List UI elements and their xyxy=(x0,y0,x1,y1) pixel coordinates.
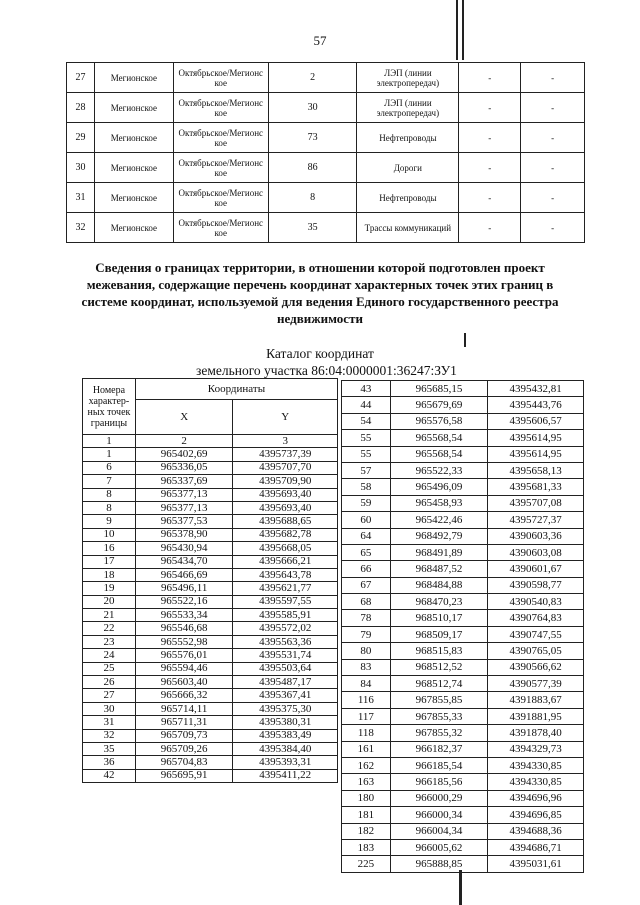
table-row xyxy=(83,461,338,474)
table-row xyxy=(83,501,338,514)
table-row xyxy=(83,568,338,581)
table-row xyxy=(83,662,338,675)
table-cell: 4395031,61 xyxy=(488,856,584,872)
table-cell: - xyxy=(459,213,521,243)
table-cell: 4395709,90 xyxy=(233,475,338,488)
table-cell: 180 xyxy=(342,790,391,806)
table-cell: 65 xyxy=(342,544,391,560)
table-cell: 4395707,70 xyxy=(233,461,338,474)
table-cell: 4395411,22 xyxy=(233,769,338,782)
table-cell: 4395693,40 xyxy=(233,488,338,501)
table-cell: 4395614,95 xyxy=(488,446,584,462)
table-cell: 161 xyxy=(342,741,391,757)
table-cell: 84 xyxy=(342,676,391,692)
table-cell: 966004,34 xyxy=(390,823,488,839)
table-cell: 32 xyxy=(67,213,95,243)
table-cell: 16 xyxy=(83,542,136,555)
table-row xyxy=(83,595,338,608)
table-cell: 965496,09 xyxy=(390,479,488,495)
table-cell: 966000,29 xyxy=(390,790,488,806)
table-cell: 181 xyxy=(342,807,391,823)
table-cell: 2 xyxy=(268,63,357,93)
table-cell: 965533,34 xyxy=(135,609,233,622)
table-row xyxy=(83,635,338,648)
table-row xyxy=(342,544,584,560)
table-row xyxy=(67,183,585,213)
table-row xyxy=(83,475,338,488)
table-cell: 18 xyxy=(83,568,136,581)
coordinates-table-right xyxy=(341,380,584,873)
table-cell: 55 xyxy=(342,446,391,462)
table-cell: Октябрьское/Мегионс кое xyxy=(173,123,268,153)
table-cell: Дороги xyxy=(357,153,459,183)
table-cell: 4390747,55 xyxy=(488,626,584,642)
table-cell: 965377,13 xyxy=(135,488,233,501)
table-cell: 9 xyxy=(83,515,136,528)
table-row xyxy=(342,626,584,642)
table-row xyxy=(342,823,584,839)
table-row xyxy=(83,716,338,729)
catalog-title: Каталог координат xyxy=(266,346,374,361)
table-row xyxy=(342,708,584,724)
table-cell: 64 xyxy=(342,528,391,544)
table-cell: 8 xyxy=(268,183,357,213)
table-cell: 968470,23 xyxy=(390,594,488,610)
table-cell: 60 xyxy=(342,512,391,528)
table-cell: 116 xyxy=(342,692,391,708)
table-row xyxy=(67,153,585,183)
table-cell: 225 xyxy=(342,856,391,872)
table-cell: 58 xyxy=(342,479,391,495)
page-number: 57 xyxy=(313,33,327,48)
table-cell: Октябрьское/Мегионс кое xyxy=(173,93,268,123)
table-cell: 26 xyxy=(83,676,136,689)
table-cell: 965402,69 xyxy=(135,448,233,461)
table-cell: 4394696,96 xyxy=(488,790,584,806)
table-cell: 968512,74 xyxy=(390,676,488,692)
header-y: Y xyxy=(233,400,338,435)
table-cell: 35 xyxy=(268,213,357,243)
table-cell: - xyxy=(521,153,585,183)
table-cell: 965378,90 xyxy=(135,528,233,541)
table-row xyxy=(67,123,585,153)
table-cell: 965679,69 xyxy=(390,397,488,413)
table-row xyxy=(342,692,584,708)
table-cell: 965695,91 xyxy=(135,769,233,782)
table-cell: 965568,54 xyxy=(390,430,488,446)
table-cell: 965434,70 xyxy=(135,555,233,568)
table-cell: 4395380,31 xyxy=(233,716,338,729)
table-cell: 967855,32 xyxy=(390,725,488,741)
table-cell: 965685,15 xyxy=(390,381,488,397)
table-cell: 27 xyxy=(67,63,95,93)
table-cell: 965568,54 xyxy=(390,446,488,462)
table-cell: 27 xyxy=(83,689,136,702)
table-row xyxy=(342,676,584,692)
table-cell: 4395621,77 xyxy=(233,582,338,595)
table-row xyxy=(342,594,584,610)
table-row xyxy=(83,488,338,501)
table-row xyxy=(67,93,585,123)
table-cell: - xyxy=(521,213,585,243)
table-cell: 36 xyxy=(83,756,136,769)
table-cell: 4390601,67 xyxy=(488,561,584,577)
table-cell: 59 xyxy=(342,495,391,511)
table-cell: 965458,93 xyxy=(390,495,488,511)
table-cell: Нефтепроводы xyxy=(357,183,459,213)
table-cell: Мегионское xyxy=(94,93,173,123)
table-cell: 968515,83 xyxy=(390,643,488,659)
table-cell: 4395707,08 xyxy=(488,495,584,511)
table-cell: 10 xyxy=(83,528,136,541)
header-coordinates: Координаты xyxy=(135,379,337,400)
table-cell: 967855,85 xyxy=(390,692,488,708)
table-row xyxy=(83,702,338,715)
table-cell: - xyxy=(459,93,521,123)
table-cell: 965422,46 xyxy=(390,512,488,528)
table-row xyxy=(83,555,338,568)
table-row xyxy=(83,528,338,541)
table-cell: 4394330,85 xyxy=(488,757,584,773)
table-cell: Октябрьское/Мегионс кое xyxy=(173,183,268,213)
table-cell: 4395643,78 xyxy=(233,568,338,581)
table-row xyxy=(342,856,584,872)
table-cell: 4391881,95 xyxy=(488,708,584,724)
catalog-subtitle: земельного участка 86:04:0000001:36247:ЗУ1 xyxy=(196,363,457,378)
table-cell: 4395737,39 xyxy=(233,448,338,461)
table-cell: 117 xyxy=(342,708,391,724)
table-row xyxy=(342,397,584,413)
table-row xyxy=(83,729,338,742)
table-row xyxy=(342,839,584,855)
table-cell: 29 xyxy=(67,123,95,153)
table-row xyxy=(342,643,584,659)
table-cell: 4395432,81 xyxy=(488,381,584,397)
table-cell: 68 xyxy=(342,594,391,610)
table-cell: 4395614,95 xyxy=(488,430,584,446)
table-cell: 4394330,85 xyxy=(488,774,584,790)
table-cell: 31 xyxy=(83,716,136,729)
table-cell: 4390603,08 xyxy=(488,544,584,560)
binding-line-bottom xyxy=(459,870,462,905)
table-row xyxy=(83,676,338,689)
table-cell: 4391883,67 xyxy=(488,692,584,708)
table-cell: 4395682,78 xyxy=(233,528,338,541)
table-cell: 965496,11 xyxy=(135,582,233,595)
table-cell: 965466,69 xyxy=(135,568,233,581)
table-cell: 965594,46 xyxy=(135,662,233,675)
table-cell: 965522,33 xyxy=(390,462,488,478)
table-cell: 4390540,83 xyxy=(488,594,584,610)
table-row xyxy=(83,649,338,662)
table-cell: 67 xyxy=(342,577,391,593)
table-cell: 4391878,40 xyxy=(488,725,584,741)
table-row xyxy=(342,757,584,773)
table-cell: 162 xyxy=(342,757,391,773)
objects-table xyxy=(66,62,585,243)
table-cell: Мегионское xyxy=(94,153,173,183)
table-row xyxy=(342,774,584,790)
table-cell: 968484,88 xyxy=(390,577,488,593)
table-row xyxy=(342,807,584,823)
table-cell: 30 xyxy=(83,702,136,715)
table-cell: 4395693,40 xyxy=(233,501,338,514)
table-cell: ЛЭП (линии электропередач) xyxy=(357,63,459,93)
table-cell: 79 xyxy=(342,626,391,642)
table-cell: 968509,17 xyxy=(390,626,488,642)
table-cell: 4395668,05 xyxy=(233,542,338,555)
table-cell: Мегионское xyxy=(94,63,173,93)
table-cell: 57 xyxy=(342,462,391,478)
table-cell: 28 xyxy=(67,93,95,123)
table-cell: 966005,62 xyxy=(390,839,488,855)
table-cell: 965709,26 xyxy=(135,742,233,755)
table-cell: 17 xyxy=(83,555,136,568)
binding-line-top-2 xyxy=(462,0,464,60)
table-cell: - xyxy=(521,183,585,213)
table-row xyxy=(342,462,584,478)
table-cell: 32 xyxy=(83,729,136,742)
table-row xyxy=(342,659,584,675)
table-cell: - xyxy=(459,183,521,213)
table-cell: 965337,69 xyxy=(135,475,233,488)
table-cell: 31 xyxy=(67,183,95,213)
table-cell: - xyxy=(459,153,521,183)
table-cell: 4395487,17 xyxy=(233,676,338,689)
table-row xyxy=(83,515,338,528)
table-cell: 66 xyxy=(342,561,391,577)
table-row xyxy=(342,741,584,757)
table-cell: - xyxy=(521,93,585,123)
table-row xyxy=(83,582,338,595)
table-cell: - xyxy=(459,123,521,153)
table-cell: 4394686,71 xyxy=(488,839,584,855)
index-cell: 2 xyxy=(135,435,233,448)
table-row xyxy=(83,742,338,755)
table-cell: 965709,73 xyxy=(135,729,233,742)
table-cell: 55 xyxy=(342,430,391,446)
table-row xyxy=(342,528,584,544)
index-cell: 3 xyxy=(233,435,338,448)
table-cell: 78 xyxy=(342,610,391,626)
table-cell: 965522,16 xyxy=(135,595,233,608)
table-cell: 73 xyxy=(268,123,357,153)
table-cell: 4390603,36 xyxy=(488,528,584,544)
table-cell: 163 xyxy=(342,774,391,790)
table-cell: 4395393,31 xyxy=(233,756,338,769)
table-cell: 4390566,62 xyxy=(488,659,584,675)
table-cell: 965714,11 xyxy=(135,702,233,715)
table-cell: 965430,94 xyxy=(135,542,233,555)
table-cell: 4395658,13 xyxy=(488,462,584,478)
table-cell: 19 xyxy=(83,582,136,595)
table-row xyxy=(342,446,584,462)
table-cell: 4395563,36 xyxy=(233,635,338,648)
table-row xyxy=(83,689,338,702)
table-row xyxy=(342,430,584,446)
table-cell: 6 xyxy=(83,461,136,474)
table-cell: 965377,13 xyxy=(135,501,233,514)
table-cell: 968491,89 xyxy=(390,544,488,560)
table-cell: - xyxy=(521,63,585,93)
table-cell: 4395572,02 xyxy=(233,622,338,635)
binding-line-mid xyxy=(464,333,466,347)
table-cell: Мегионское xyxy=(94,183,173,213)
table-cell: - xyxy=(459,63,521,93)
table-cell: 43 xyxy=(342,381,391,397)
table-cell: 968492,79 xyxy=(390,528,488,544)
table-row xyxy=(83,756,338,769)
table-row xyxy=(67,63,585,93)
table-cell: 967855,33 xyxy=(390,708,488,724)
table-row xyxy=(342,381,584,397)
table-cell: 25 xyxy=(83,662,136,675)
table-cell: 4395443,76 xyxy=(488,397,584,413)
table-cell: 4390577,39 xyxy=(488,676,584,692)
table-cell: Октябрьское/Мегионс кое xyxy=(173,153,268,183)
table-cell: 118 xyxy=(342,725,391,741)
table-cell: 54 xyxy=(342,413,391,429)
table-cell: 4395384,40 xyxy=(233,742,338,755)
table-cell: 965576,58 xyxy=(390,413,488,429)
table-cell: 4390598,77 xyxy=(488,577,584,593)
table-cell: 4390764,83 xyxy=(488,610,584,626)
table-cell: 7 xyxy=(83,475,136,488)
table-cell: 965711,31 xyxy=(135,716,233,729)
section-title: Сведения о границах территории, в отношении которой подготовлен проект межевания, содержащие перечень координат характерных точек этих границ в системе координат, используемой для ведения Единого государственного реестра недвижимости xyxy=(81,260,559,326)
table-cell: 83 xyxy=(342,659,391,675)
table-cell: 966185,56 xyxy=(390,774,488,790)
table-row xyxy=(342,725,584,741)
table-cell: 8 xyxy=(83,501,136,514)
table-cell: 4395383,49 xyxy=(233,729,338,742)
table-row xyxy=(83,769,338,782)
table-cell: 182 xyxy=(342,823,391,839)
table-cell: 4394329,73 xyxy=(488,741,584,757)
table-row xyxy=(67,213,585,243)
table-row xyxy=(342,610,584,626)
table-cell: 4395367,41 xyxy=(233,689,338,702)
table-cell: - xyxy=(521,123,585,153)
index-cell: 1 xyxy=(83,435,136,448)
table-cell: 4395597,55 xyxy=(233,595,338,608)
table-cell: 21 xyxy=(83,609,136,622)
table-cell: 968512,52 xyxy=(390,659,488,675)
coordinates-table-left xyxy=(82,378,338,783)
table-cell: 4390765,05 xyxy=(488,643,584,659)
table-cell: 965888,85 xyxy=(390,856,488,872)
table-row xyxy=(342,479,584,495)
table-row xyxy=(83,448,338,461)
table-cell: 4395688,65 xyxy=(233,515,338,528)
table-row xyxy=(83,609,338,622)
table-cell: 44 xyxy=(342,397,391,413)
table-cell: 1 xyxy=(83,448,136,461)
table-cell: 4395666,21 xyxy=(233,555,338,568)
table-cell: Мегионское xyxy=(94,123,173,153)
table-cell: 965377,53 xyxy=(135,515,233,528)
table-cell: 965336,05 xyxy=(135,461,233,474)
table-cell: 23 xyxy=(83,635,136,648)
table-row xyxy=(342,512,584,528)
table-cell: 4395727,37 xyxy=(488,512,584,528)
table-cell: 965603,40 xyxy=(135,676,233,689)
table-cell: 30 xyxy=(67,153,95,183)
table-cell: Мегионское xyxy=(94,213,173,243)
table-cell: 22 xyxy=(83,622,136,635)
table-row xyxy=(342,790,584,806)
header-x: X xyxy=(135,400,233,435)
binding-line-top xyxy=(456,0,458,60)
table-row xyxy=(342,495,584,511)
table-cell: 4395585,91 xyxy=(233,609,338,622)
table-cell: Октябрьское/Мегионс кое xyxy=(173,213,268,243)
table-cell: 966185,54 xyxy=(390,757,488,773)
table-cell: 966182,37 xyxy=(390,741,488,757)
table-cell: 80 xyxy=(342,643,391,659)
table-cell: 965666,32 xyxy=(135,689,233,702)
table-cell: 4395606,57 xyxy=(488,413,584,429)
table-row xyxy=(83,622,338,635)
table-cell: 42 xyxy=(83,769,136,782)
header-point-numbers: Номера характер-ных точек границы xyxy=(83,379,136,435)
table-cell: 30 xyxy=(268,93,357,123)
table-row xyxy=(83,542,338,555)
table-cell: 183 xyxy=(342,839,391,855)
table-row xyxy=(342,577,584,593)
table-cell: 20 xyxy=(83,595,136,608)
table-cell: ЛЭП (линии электропередач) xyxy=(357,93,459,123)
table-cell: Нефтепроводы xyxy=(357,123,459,153)
table-cell: 4394688,36 xyxy=(488,823,584,839)
table-cell: 24 xyxy=(83,649,136,662)
table-cell: 965552,98 xyxy=(135,635,233,648)
table-cell: 4395503,64 xyxy=(233,662,338,675)
table-cell: 4395531,74 xyxy=(233,649,338,662)
table-cell: 968487,52 xyxy=(390,561,488,577)
table-cell: 4394696,85 xyxy=(488,807,584,823)
table-cell: 4395681,33 xyxy=(488,479,584,495)
table-cell: Трассы коммуникаций xyxy=(357,213,459,243)
table-row xyxy=(342,413,584,429)
table-cell: 965576,01 xyxy=(135,649,233,662)
table-cell: Октябрьское/Мегионс кое xyxy=(173,63,268,93)
table-cell: 4395375,30 xyxy=(233,702,338,715)
table-cell: 8 xyxy=(83,488,136,501)
table-cell: 968510,17 xyxy=(390,610,488,626)
table-cell: 965546,68 xyxy=(135,622,233,635)
table-cell: 965704,83 xyxy=(135,756,233,769)
table-cell: 966000,34 xyxy=(390,807,488,823)
table-cell: 86 xyxy=(268,153,357,183)
table-row xyxy=(342,561,584,577)
table-cell: 35 xyxy=(83,742,136,755)
